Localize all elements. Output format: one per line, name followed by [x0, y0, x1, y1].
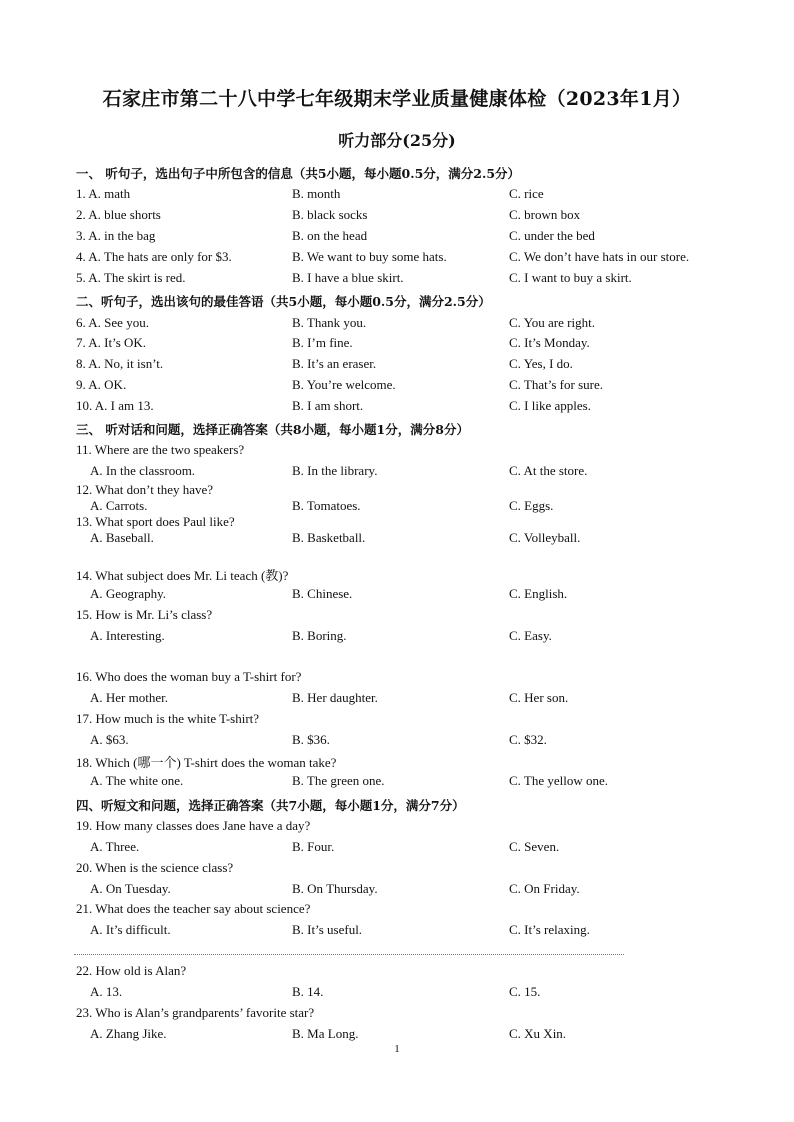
- question-18-option-c: C. The yellow one.: [509, 773, 609, 788]
- question-23-option-b: B. Ma Long.: [292, 1026, 359, 1041]
- question-22-option-b: B. 14.: [292, 984, 324, 999]
- question-21-stem: 21. What does the teacher say about science?: [76, 901, 311, 916]
- section-heading-3: 三、 听对话和问题，选择正确答案（共8小题，每小题1分，满分8分）: [76, 422, 469, 437]
- question-12-stem: 12. What don’t they have?: [76, 482, 214, 497]
- question-14-option-a: A. Geography.: [90, 586, 167, 601]
- item-5-option-c: C. I want to buy a skirt.: [509, 270, 632, 285]
- question-11-option-b: B. In the library.: [292, 463, 378, 478]
- question-13-option-a: A. Baseball.: [90, 530, 154, 545]
- question-14-stem: 14. What subject does Mr. Li teach (教)?: [76, 568, 289, 583]
- question-21-option-b: B. It’s useful.: [292, 922, 363, 937]
- item-6-option-a: 6. A. See you.: [76, 315, 149, 330]
- item-6-option-b: B. Thank you.: [292, 315, 367, 330]
- question-12-option-b: B. Tomatoes.: [292, 498, 361, 513]
- question-20-option-b: B. On Thursday.: [292, 881, 378, 896]
- question-23-option-c: C. Xu Xin.: [509, 1026, 567, 1041]
- question-20-stem: 20. When is the science class?: [76, 860, 234, 875]
- question-15-stem: 15. How is Mr. Li’s class?: [76, 607, 213, 622]
- question-14-option-b: B. Chinese.: [292, 586, 353, 601]
- question-11-option-c: C. At the store.: [509, 463, 588, 478]
- question-15-option-a: A. Interesting.: [90, 628, 165, 643]
- question-22-option-c: C. 15.: [509, 984, 541, 999]
- item-8-option-c: C. Yes, I do.: [509, 356, 573, 371]
- dotted-divider: [74, 954, 624, 955]
- question-23-option-a: A. Zhang Jike.: [90, 1026, 167, 1041]
- question-15-option-b: B. Boring.: [292, 628, 347, 643]
- item-7-option-b: B. I’m fine.: [292, 335, 353, 350]
- section-heading-2: 二、听句子，选出该句的最佳答语（共5小题，每小题0.5分，满分2.5分）: [76, 294, 491, 309]
- question-19-option-b: B. Four.: [292, 839, 335, 854]
- question-21-option-c: C. It’s relaxing.: [509, 922, 590, 937]
- item-3-option-c: C. under the bed: [509, 228, 595, 243]
- item-5-option-a: 5. A. The skirt is red.: [76, 270, 186, 285]
- question-17-option-b: B. $36.: [292, 732, 330, 747]
- item-2-option-a: 2. A. blue shorts: [76, 207, 161, 222]
- page-title: 石家庄市第二十八中学七年级期末学业质量健康体检（2023年1月）: [102, 88, 692, 110]
- question-15-option-c: C. Easy.: [509, 628, 552, 643]
- item-1-option-a: 1. A. math: [76, 186, 131, 201]
- item-10-option-a: 10. A. I am 13.: [76, 398, 154, 413]
- item-10-option-c: C. I like apples.: [509, 398, 591, 413]
- question-21-option-a: A. It’s difficult.: [90, 922, 171, 937]
- section-heading-1: 一、 听句子，选出句子中所包含的信息（共5小题，每小题0.5分，满分2.5分）: [76, 166, 521, 181]
- section-heading-4: 四、听短文和问题，选择正确答案（共7小题，每小题1分，满分7分）: [76, 798, 465, 813]
- item-1-option-c: C. rice: [509, 186, 544, 201]
- question-11-option-a: A. In the classroom.: [90, 463, 196, 478]
- question-11-stem: 11. Where are the two speakers?: [76, 442, 245, 457]
- question-19-option-c: C. Seven.: [509, 839, 560, 854]
- question-17-option-a: A. $63.: [90, 732, 129, 747]
- item-8-option-a: 8. A. No, it isn’t.: [76, 356, 164, 371]
- question-20-option-a: A. On Tuesday.: [90, 881, 171, 896]
- item-4-option-c: C. We don’t have hats in our store.: [509, 249, 690, 264]
- question-23-stem: 23. Who is Alan’s grandparents’ favorite star?: [76, 1005, 315, 1020]
- question-22-stem: 22. How old is Alan?: [76, 963, 187, 978]
- item-7-option-c: C. It’s Monday.: [509, 335, 590, 350]
- item-3-option-a: 3. A. in the bag: [76, 228, 156, 243]
- question-16-option-b: B. Her daughter.: [292, 690, 378, 705]
- item-9-option-c: C. That’s for sure.: [509, 377, 603, 392]
- question-12-option-c: C. Eggs.: [509, 498, 554, 513]
- item-2-option-b: B. black socks: [292, 207, 368, 222]
- question-13-stem: 13. What sport does Paul like?: [76, 514, 235, 529]
- item-4-option-b: B. We want to buy some hats.: [292, 249, 447, 264]
- question-12-option-a: A. Carrots.: [90, 498, 148, 513]
- page-number: 1: [394, 1043, 400, 1055]
- question-13-option-c: C. Volleyball.: [509, 530, 581, 545]
- item-4-option-a: 4. A. The hats are only for $3.: [76, 249, 232, 264]
- question-20-option-c: C. On Friday.: [509, 881, 580, 896]
- item-9-option-a: 9. A. OK.: [76, 377, 127, 392]
- question-19-option-a: A. Three.: [90, 839, 140, 854]
- question-16-stem: 16. Who does the woman buy a T-shirt for?: [76, 669, 302, 684]
- question-14-option-c: C. English.: [509, 586, 568, 601]
- question-13-option-b: B. Basketball.: [292, 530, 366, 545]
- question-17-option-c: C. $32.: [509, 732, 547, 747]
- item-6-option-c: C. You are right.: [509, 315, 595, 330]
- item-9-option-b: B. You’re welcome.: [292, 377, 396, 392]
- item-1-option-b: B. month: [292, 186, 341, 201]
- page-subtitle: 听力部分(25分): [338, 131, 456, 150]
- item-3-option-b: B. on the head: [292, 228, 368, 243]
- item-10-option-b: B. I am short.: [292, 398, 364, 413]
- question-16-option-a: A. Her mother.: [90, 690, 168, 705]
- question-19-stem: 19. How many classes does Jane have a day?: [76, 818, 311, 833]
- question-16-option-c: C. Her son.: [509, 690, 569, 705]
- question-18-option-a: A. The white one.: [90, 773, 184, 788]
- question-18-stem: 18. Which (哪一个) T-shirt does the woman take?: [76, 755, 337, 770]
- question-18-option-b: B. The green one.: [292, 773, 385, 788]
- item-8-option-b: B. It’s an eraser.: [292, 356, 377, 371]
- question-17-stem: 17. How much is the white T-shirt?: [76, 711, 260, 726]
- item-2-option-c: C. brown box: [509, 207, 581, 222]
- item-5-option-b: B. I have a blue skirt.: [292, 270, 404, 285]
- question-22-option-a: A. 13.: [90, 984, 123, 999]
- item-7-option-a: 7. A. It’s OK.: [76, 335, 147, 350]
